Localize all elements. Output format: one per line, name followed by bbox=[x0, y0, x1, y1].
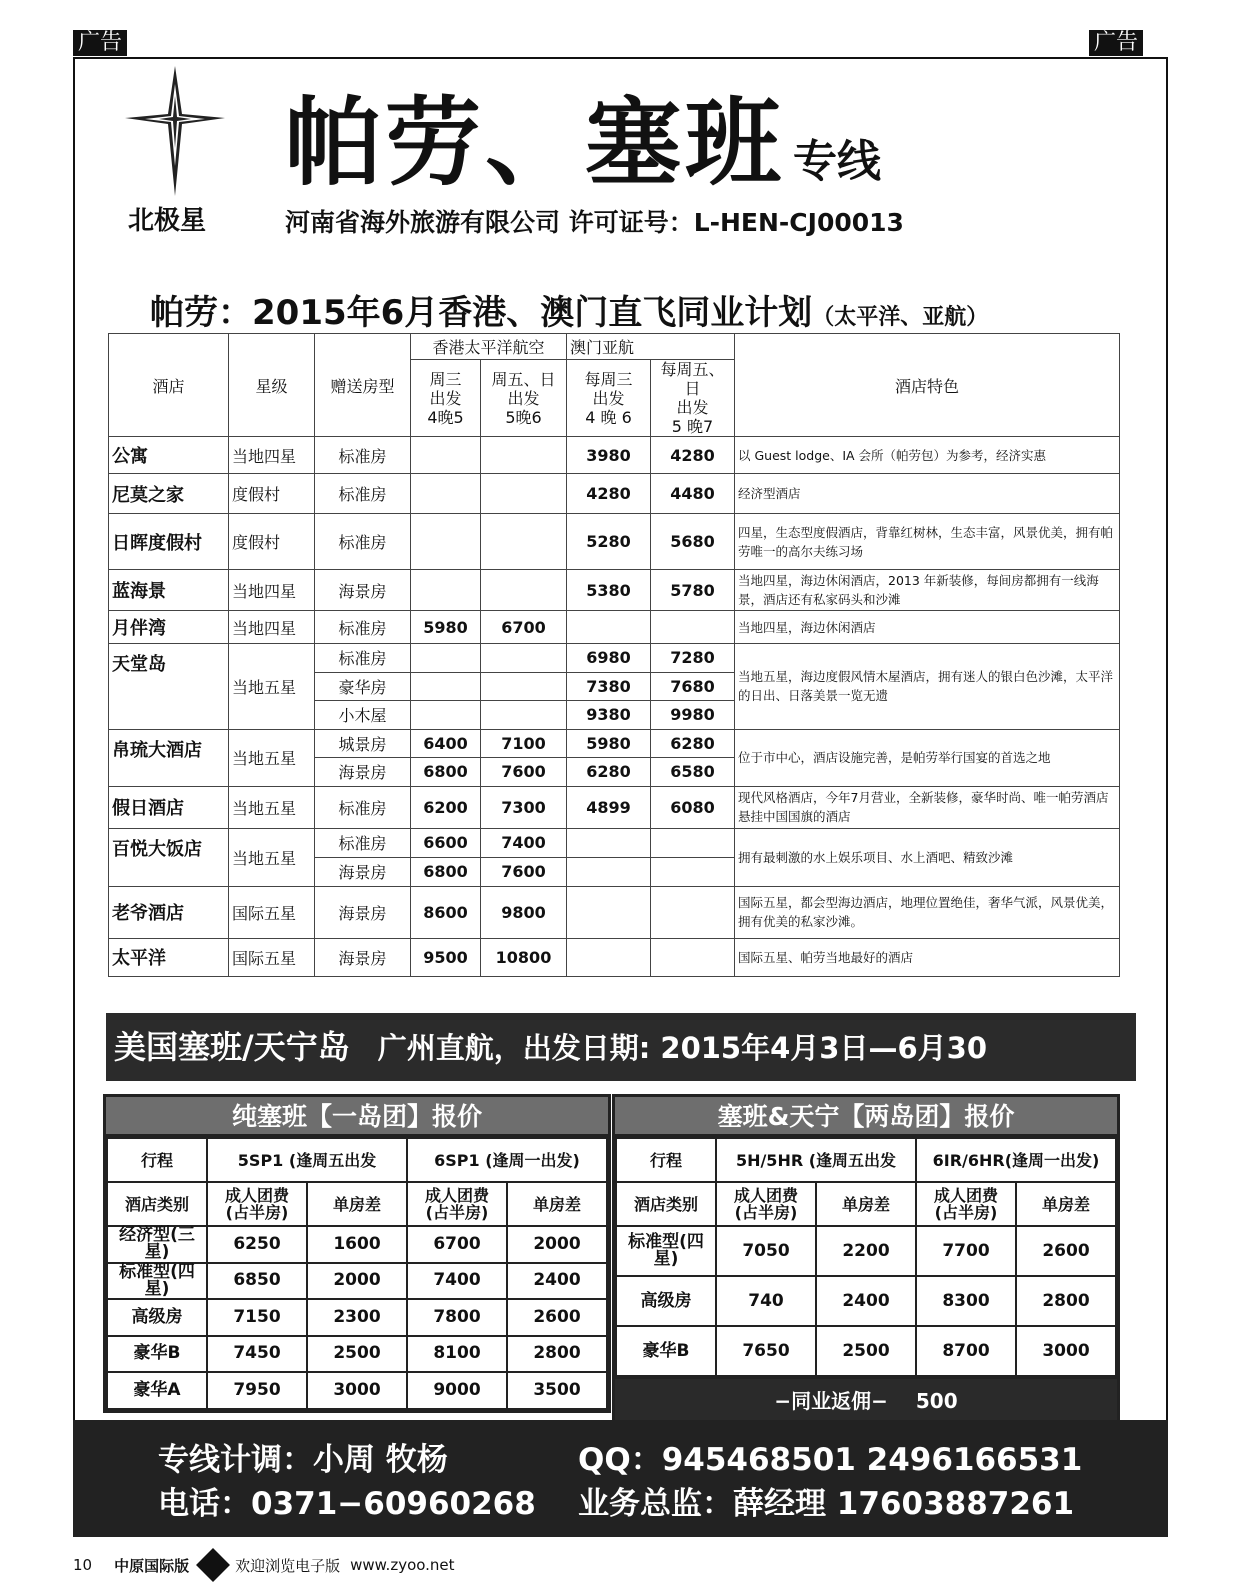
price-hk1 bbox=[411, 570, 481, 611]
price-hk2: 10800 bbox=[481, 938, 567, 976]
palau-title bbox=[150, 285, 988, 334]
price-mo1: 4280 bbox=[567, 474, 651, 514]
hotel-feature: 拥有最刺激的水上娱乐项目、水上酒吧、精致沙滩 bbox=[735, 828, 1120, 886]
room-type: 城景房 bbox=[315, 729, 411, 758]
price-cell: 6700 bbox=[407, 1226, 507, 1263]
price-cell: 2600 bbox=[507, 1299, 607, 1336]
header-schedule-mo2: 每周五、日 出发 5 晚7 bbox=[651, 360, 735, 437]
adult-fare-label: 成人团费 (占半房) bbox=[716, 1182, 816, 1226]
contact-phone: 电话：0371−60960268 bbox=[158, 1486, 536, 1522]
price-mo1: 5380 bbox=[567, 570, 651, 611]
room-type: 标准房 bbox=[315, 474, 411, 514]
price-hk1: 9500 bbox=[411, 938, 481, 976]
price-cell: 2300 bbox=[307, 1299, 407, 1336]
north-star-logo-icon bbox=[125, 66, 225, 196]
hotel-star: 当地四星 bbox=[229, 437, 315, 474]
hotel-name: 老爷酒店 bbox=[109, 886, 229, 938]
price-mo1: 5280 bbox=[567, 514, 651, 570]
price-cell: 740 bbox=[716, 1276, 816, 1326]
header-room: 赠送房型 bbox=[315, 334, 411, 437]
price-hk2: 7600 bbox=[481, 857, 567, 886]
price-mo2: 7680 bbox=[651, 672, 735, 701]
palau-title-sub: （太平洋、亚航） bbox=[812, 305, 989, 330]
price-hk2: 9800 bbox=[481, 886, 567, 938]
website-link[interactable]: www.zyoo.net bbox=[350, 1556, 455, 1574]
price-cell: 8300 bbox=[916, 1276, 1016, 1326]
price-hk1 bbox=[411, 437, 481, 474]
two-island-caption: 塞班&天宁【两岛团】报价 bbox=[615, 1097, 1117, 1137]
table-row bbox=[109, 938, 1120, 976]
price-cell: 2400 bbox=[816, 1276, 916, 1326]
room-type: 海景房 bbox=[315, 857, 411, 886]
company-license: 河南省海外旅游有限公司 许可证号：L-HEN-CJ00013 bbox=[285, 208, 904, 237]
price-cell: 7800 bbox=[407, 1299, 507, 1336]
contact-planners: 专线计调：小周 牧杨 bbox=[158, 1442, 448, 1478]
headline bbox=[285, 88, 881, 217]
palau-title-main: 帕劳：2015年6月香港、澳门直飞同业计划 bbox=[150, 293, 813, 333]
single-supplement-label: 单房差 bbox=[816, 1182, 916, 1226]
table-row bbox=[109, 611, 1120, 644]
price-mo2: 9980 bbox=[651, 701, 735, 730]
price-mo2 bbox=[651, 886, 735, 938]
header-schedule-mo1: 每周三 出发 4 晚 6 bbox=[567, 360, 651, 437]
hotel-star: 度假村 bbox=[229, 474, 315, 514]
price-mo2: 6580 bbox=[651, 758, 735, 787]
price-cell: 8100 bbox=[407, 1336, 507, 1373]
package-2: 6SP1 (逢周一出发) bbox=[407, 1138, 607, 1182]
hotel-star: 当地四星 bbox=[229, 611, 315, 644]
saipan-banner-dates: 广州直航，出发日期: 2015年4月3日—6月30 bbox=[377, 1031, 988, 1065]
price-hk2 bbox=[481, 570, 567, 611]
table-row bbox=[109, 644, 1120, 673]
price-hk2: 7600 bbox=[481, 758, 567, 787]
price-hk1 bbox=[411, 701, 481, 730]
saipan-two-island-panel bbox=[612, 1094, 1120, 1425]
hotel-star: 当地五星 bbox=[229, 729, 315, 786]
saipan-banner-title: 美国塞班/天宁岛 bbox=[114, 1028, 350, 1066]
price-cell: 8700 bbox=[916, 1326, 1016, 1376]
hotel-feature: 四星，生态型度假酒店，背靠红树林，生态丰富，风景优美，拥有帕劳唯一的高尔夫练习场 bbox=[735, 514, 1120, 570]
hotel-feature: 国际五星、帕劳当地最好的酒店 bbox=[735, 938, 1120, 976]
hotel-star: 国际五星 bbox=[229, 938, 315, 976]
category-label: 酒店类别 bbox=[616, 1182, 716, 1226]
table-row bbox=[616, 1226, 1116, 1276]
price-cell: 2000 bbox=[507, 1226, 607, 1263]
price-mo2 bbox=[651, 857, 735, 886]
price-cell: 7450 bbox=[207, 1336, 307, 1373]
price-mo2 bbox=[651, 828, 735, 857]
price-mo1 bbox=[567, 886, 651, 938]
hotel-category: 高级房 bbox=[616, 1276, 716, 1326]
price-hk2 bbox=[481, 514, 567, 570]
header-schedule-hk2: 周五、日 出发 5晚6 bbox=[481, 360, 567, 437]
price-mo1 bbox=[567, 611, 651, 644]
header-schedule-hk1: 周三 出发 4晚5 bbox=[411, 360, 481, 437]
hotel-feature: 当地四星，海边休闲酒店，2013 年新装修，每间房都拥有一线海景，酒店还有私家码头和沙滩 bbox=[735, 570, 1120, 611]
hotel-name: 天堂岛 bbox=[109, 644, 229, 730]
hotel-feature: 当地五星，海边度假风情木屋酒店，拥有迷人的银白色沙滩，太平洋的日出、日落美景一览无遗 bbox=[735, 644, 1120, 730]
price-mo1 bbox=[567, 857, 651, 886]
price-hk1: 6200 bbox=[411, 786, 481, 828]
price-cell: 2800 bbox=[507, 1336, 607, 1373]
hotel-name: 月伴湾 bbox=[109, 611, 229, 644]
price-cell: 2000 bbox=[307, 1263, 407, 1300]
hotel-feature: 现代风格酒店，今年7月营业，全新装修，豪华时尚、唯一帕劳酒店悬挂中国国旗的酒店 bbox=[735, 786, 1120, 828]
table-row bbox=[109, 886, 1120, 938]
room-type: 标准房 bbox=[315, 786, 411, 828]
room-type: 标准房 bbox=[315, 644, 411, 673]
room-type: 标准房 bbox=[315, 437, 411, 474]
contact-bar bbox=[73, 1420, 1168, 1537]
hotel-star: 度假村 bbox=[229, 514, 315, 570]
room-type: 标准房 bbox=[315, 611, 411, 644]
table-row bbox=[107, 1263, 607, 1300]
price-mo1 bbox=[567, 828, 651, 857]
contact-qq: QQ：945468501 2496166531 bbox=[578, 1442, 1083, 1478]
price-mo1: 5980 bbox=[567, 729, 651, 758]
saipan-one-island-panel bbox=[103, 1094, 611, 1413]
price-cell: 9000 bbox=[407, 1372, 507, 1409]
hotel-category: 标准型(四星) bbox=[107, 1263, 207, 1300]
price-cell: 2500 bbox=[816, 1326, 916, 1376]
price-mo1: 7380 bbox=[567, 672, 651, 701]
price-hk2: 7400 bbox=[481, 828, 567, 857]
adult-fare-label: 成人团费 (占半房) bbox=[207, 1182, 307, 1226]
price-hk2 bbox=[481, 437, 567, 474]
room-type: 海景房 bbox=[315, 938, 411, 976]
price-mo2 bbox=[651, 611, 735, 644]
price-mo2: 7280 bbox=[651, 644, 735, 673]
price-cell: 6250 bbox=[207, 1226, 307, 1263]
price-cell: 6850 bbox=[207, 1263, 307, 1300]
price-hk1: 6400 bbox=[411, 729, 481, 758]
price-mo2: 6280 bbox=[651, 729, 735, 758]
table-row bbox=[109, 828, 1120, 857]
publication-logo-icon bbox=[196, 1548, 230, 1582]
price-cell: 2500 bbox=[307, 1336, 407, 1373]
table-row bbox=[107, 1372, 607, 1409]
price-cell: 1600 bbox=[307, 1226, 407, 1263]
price-mo2: 4280 bbox=[651, 437, 735, 474]
hotel-feature: 当地四星，海边休闲酒店 bbox=[735, 611, 1120, 644]
table-row bbox=[109, 437, 1120, 474]
header-star: 星级 bbox=[229, 334, 315, 437]
price-mo2: 6080 bbox=[651, 786, 735, 828]
price-cell: 2200 bbox=[816, 1226, 916, 1276]
price-mo1: 9380 bbox=[567, 701, 651, 730]
price-cell: 7400 bbox=[407, 1263, 507, 1300]
room-type: 标准房 bbox=[315, 828, 411, 857]
route-label: 行程 bbox=[616, 1138, 716, 1182]
headline-main: 帕劳、塞班 bbox=[285, 86, 785, 199]
hotel-name: 百悦大饭店 bbox=[109, 828, 229, 886]
hotel-name: 日晖度假村 bbox=[109, 514, 229, 570]
table-row bbox=[109, 514, 1120, 570]
price-hk1: 6800 bbox=[411, 857, 481, 886]
hotel-name: 蓝海景 bbox=[109, 570, 229, 611]
hotel-star: 国际五星 bbox=[229, 886, 315, 938]
ad-tag-right: 广告 bbox=[1089, 30, 1143, 56]
room-type: 海景房 bbox=[315, 570, 411, 611]
price-mo1: 6980 bbox=[567, 644, 651, 673]
headline-sub: 专线 bbox=[793, 136, 881, 187]
contact-director: 业务总监：薛经理 17603887261 bbox=[578, 1486, 1075, 1522]
table-row bbox=[616, 1276, 1116, 1326]
hotel-name: 太平洋 bbox=[109, 938, 229, 976]
single-supplement-label: 单房差 bbox=[1016, 1182, 1116, 1226]
header-hotel: 酒店 bbox=[109, 334, 229, 437]
adult-fare-label: 成人团费 (占半房) bbox=[407, 1182, 507, 1226]
package-2: 6IR/6HR(逢周一出发) bbox=[916, 1138, 1116, 1182]
publication-name: 中原国际版 bbox=[114, 1556, 190, 1575]
price-cell: 7700 bbox=[916, 1226, 1016, 1276]
price-mo1: 3980 bbox=[567, 437, 651, 474]
price-hk2 bbox=[481, 701, 567, 730]
hotel-star: 当地五星 bbox=[229, 644, 315, 730]
hotel-category: 豪华B bbox=[107, 1336, 207, 1373]
table-row bbox=[107, 1226, 607, 1263]
hotel-category: 豪华B bbox=[616, 1326, 716, 1376]
single-supplement-label: 单房差 bbox=[307, 1182, 407, 1226]
hotel-star: 当地五星 bbox=[229, 786, 315, 828]
header-macau-airline: 澳门亚航 bbox=[567, 334, 735, 360]
price-hk1: 6600 bbox=[411, 828, 481, 857]
commission-bar bbox=[615, 1377, 1117, 1422]
price-cell: 7150 bbox=[207, 1299, 307, 1336]
price-mo2 bbox=[651, 938, 735, 976]
ad-tag-left: 广告 bbox=[73, 30, 127, 56]
hotel-name: 公寓 bbox=[109, 437, 229, 474]
price-hk1 bbox=[411, 514, 481, 570]
room-type: 豪华房 bbox=[315, 672, 411, 701]
price-cell: 7950 bbox=[207, 1372, 307, 1409]
price-mo2: 5680 bbox=[651, 514, 735, 570]
price-mo2: 5780 bbox=[651, 570, 735, 611]
price-hk1: 8600 bbox=[411, 886, 481, 938]
table-row bbox=[109, 729, 1120, 758]
route-label: 行程 bbox=[107, 1138, 207, 1182]
header-feature: 酒店特色 bbox=[735, 334, 1120, 437]
table-row bbox=[107, 1299, 607, 1336]
page-number: 10 bbox=[73, 1556, 93, 1574]
hotel-star: 当地五星 bbox=[229, 828, 315, 886]
price-hk2 bbox=[481, 644, 567, 673]
price-cell: 2800 bbox=[1016, 1276, 1116, 1326]
hotel-feature: 以 Guest lodge、IA 会所（帕劳包）为参考，经济实惠 bbox=[735, 437, 1120, 474]
price-hk1: 6800 bbox=[411, 758, 481, 787]
price-hk2: 7300 bbox=[481, 786, 567, 828]
package-1: 5SP1 (逢周五出发 bbox=[207, 1138, 407, 1182]
one-island-table bbox=[106, 1137, 608, 1410]
hotel-feature: 位于市中心，酒店设施完善，是帕劳举行国宴的首选之地 bbox=[735, 729, 1120, 786]
hotel-name: 帛琉大酒店 bbox=[109, 729, 229, 786]
hotel-category: 标准型(四星) bbox=[616, 1226, 716, 1276]
price-cell: 7650 bbox=[716, 1326, 816, 1376]
commission-value: 500 bbox=[915, 1389, 958, 1413]
price-mo1: 4899 bbox=[567, 786, 651, 828]
adult-fare-label: 成人团费 (占半房) bbox=[916, 1182, 1016, 1226]
price-mo1: 6280 bbox=[567, 758, 651, 787]
hotel-name: 尼莫之家 bbox=[109, 474, 229, 514]
room-type: 标准房 bbox=[315, 514, 411, 570]
table-row bbox=[616, 1326, 1116, 1376]
price-hk2 bbox=[481, 672, 567, 701]
price-hk2 bbox=[481, 474, 567, 514]
price-mo2: 4480 bbox=[651, 474, 735, 514]
saipan-banner bbox=[106, 1013, 1136, 1081]
hotel-star: 当地四星 bbox=[229, 570, 315, 611]
table-row bbox=[109, 786, 1120, 828]
welcome-text: 欢迎浏览电子版 bbox=[235, 1556, 341, 1575]
hotel-category: 高级房 bbox=[107, 1299, 207, 1336]
price-hk1 bbox=[411, 474, 481, 514]
price-hk2: 7100 bbox=[481, 729, 567, 758]
single-supplement-label: 单房差 bbox=[507, 1182, 607, 1226]
commission-label: −同业返佣− bbox=[774, 1389, 888, 1413]
package-1: 5H/5HR (逢周五出发 bbox=[716, 1138, 916, 1182]
price-hk1: 5980 bbox=[411, 611, 481, 644]
room-type: 海景房 bbox=[315, 758, 411, 787]
page-footer bbox=[73, 1553, 455, 1577]
brand-name: 北极星 bbox=[128, 206, 207, 236]
room-type: 海景房 bbox=[315, 886, 411, 938]
table-row bbox=[109, 474, 1120, 514]
price-mo1 bbox=[567, 938, 651, 976]
price-cell: 2600 bbox=[1016, 1226, 1116, 1276]
price-cell: 7050 bbox=[716, 1226, 816, 1276]
hotel-name: 假日酒店 bbox=[109, 786, 229, 828]
table-row bbox=[107, 1336, 607, 1373]
header-hk-airline: 香港太平洋航空 bbox=[411, 334, 567, 360]
price-hk1 bbox=[411, 644, 481, 673]
price-hk2: 6700 bbox=[481, 611, 567, 644]
price-cell: 2400 bbox=[507, 1263, 607, 1300]
hotel-category: 豪华A bbox=[107, 1372, 207, 1409]
one-island-caption: 纯塞班【一岛团】报价 bbox=[106, 1097, 608, 1137]
table-row bbox=[109, 570, 1120, 611]
price-hk1 bbox=[411, 672, 481, 701]
hotel-feature: 经济型酒店 bbox=[735, 474, 1120, 514]
price-cell: 3000 bbox=[307, 1372, 407, 1409]
price-cell: 3500 bbox=[507, 1372, 607, 1409]
category-label: 酒店类别 bbox=[107, 1182, 207, 1226]
two-island-table bbox=[615, 1137, 1117, 1377]
price-cell: 3000 bbox=[1016, 1326, 1116, 1376]
hotel-category: 经济型(三星) bbox=[107, 1226, 207, 1263]
room-type: 小木屋 bbox=[315, 701, 411, 730]
hotel-feature: 国际五星，都会型海边酒店，地理位置绝佳，奢华气派，风景优美，拥有优美的私家沙滩。 bbox=[735, 886, 1120, 938]
palau-price-table bbox=[108, 333, 1120, 977]
